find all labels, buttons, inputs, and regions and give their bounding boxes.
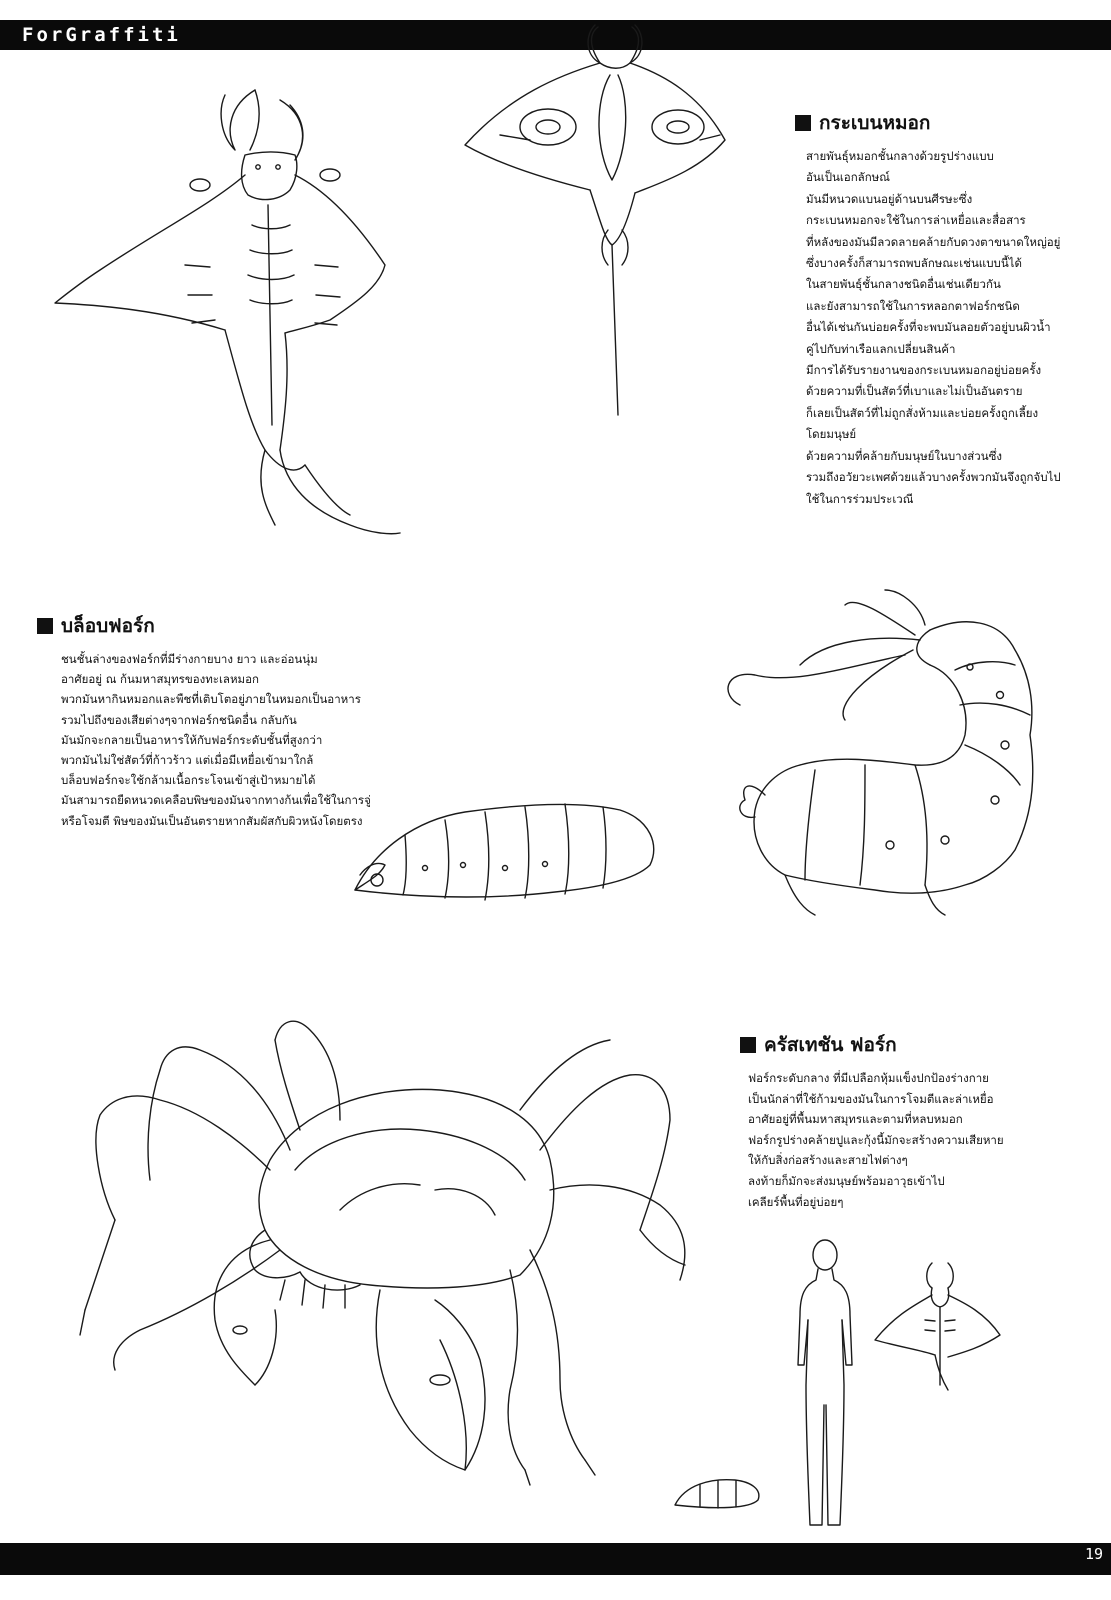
body-line: มันมักจะกลายเป็นอาหารให้กับฟอร์กระดับชั้นที่สูงกว่า	[61, 732, 323, 747]
section-crustacean-fork	[740, 1030, 1070, 1212]
body-line: มันมีหนวดแบนอยู่ด้านบนศีรษะซึ่ง	[806, 191, 973, 206]
heading-square-icon	[740, 1037, 756, 1053]
section-heading	[37, 611, 467, 641]
body-line: ชนชั้นล่างของฟอร์กที่มีร่างกายบาง ยาว และอ่อนนุ่ม	[61, 652, 318, 666]
manta-scale-illustration	[870, 1255, 1005, 1405]
bloob-worm-rearing-illustration	[715, 595, 1075, 925]
body-line: ใช้ในการร่วมประเวณี	[806, 491, 914, 506]
manta-dorsal-illustration	[440, 15, 730, 425]
heading-square-icon	[795, 115, 811, 131]
body-line: โดยมนุษย์	[806, 427, 857, 442]
section-heading	[740, 1030, 1070, 1060]
body-line: บล็อบฟอร์กจะใช้กล้ามเนื้อกระโจนเข้าสู่เป้าหมายได้	[61, 773, 316, 788]
body-line: พวกมันหากินหมอกและพืชที่เติบโตอยู่ภายในหมอกเป็นอาหาร	[61, 692, 361, 707]
body-line: และยังสามารถใช้ในการหลอกตาฟอร์กชนิด	[806, 298, 1020, 313]
section-fog-manta	[795, 108, 1095, 510]
body-line: ฟอร์กระดับกลาง ที่มีเปลือกหุ้มแข็งปกป้องร่างกาย	[748, 1071, 989, 1085]
body-line: คู่ไปกับท่าเรือแลกเปลี่ยนสินค้า	[806, 341, 956, 356]
human-scale-silhouette	[790, 1235, 860, 1535]
body-line: อาศัยอยู่ที่พื้นมหาสมุทรและตามที่หลบหมอก	[748, 1112, 963, 1127]
body-line: ก็เลยเป็นสัตว์ที่ไม่ถูกสั่งห้ามและบ่อยครั้งถูกเลี้ยง	[806, 405, 1039, 420]
crustacean-fork-illustration	[40, 990, 740, 1520]
section-body	[806, 146, 1095, 510]
section-title: บล็อบฟอร์ก	[61, 615, 155, 637]
body-line: ด้วยความที่คล้ายกับมนุษย์ในบางส่วนซึ่ง	[806, 448, 1002, 463]
footer-bar	[0, 1543, 1111, 1575]
section-title: ครัสเทชัน ฟอร์ก	[764, 1034, 897, 1056]
body-line: ในสายพันธุ์ชั้นกลางชนิดอื่นเช่นเดียวกัน	[806, 277, 1001, 292]
body-line: ลงท้ายก็มักจะส่งมนุษย์พร้อมอาวุธเข้าไป	[748, 1173, 945, 1188]
body-line: หรือโจมตี พิษของมันเป็นอันตรายหากสัมผัสกับผิวหนังโดยตรง	[61, 813, 363, 828]
body-line: ด้วยความที่เป็นสัตว์ที่เบาและไม่เป็นอันตราย	[806, 384, 1023, 399]
bloob-scale-illustration	[670, 1470, 765, 1515]
body-line: เคลียร์พื้นที่อยู่บ่อยๆ	[748, 1194, 844, 1209]
body-line: อื่นได้เช่นกันบ่อยครั้งที่จะพบมันลอยตัวอยู่บนผิวน้ำ	[806, 320, 1051, 335]
body-line: ฟอร์กรูปร่างคล้ายปูและกุ้งนี้มักจะสร้างความเสียหาย	[748, 1132, 1004, 1147]
section-body	[748, 1068, 1070, 1212]
body-line: รวมไปถึงของเสียต่างๆจากฟอร์กชนิดอื่น กลับกัน	[61, 712, 297, 727]
brand-logo-text: ForGraffiti	[22, 24, 181, 46]
section-title: กระเบนหมอก	[819, 112, 931, 134]
body-line: สายพันธุ์หมอกชั้นกลางด้วยรูปร่างแบบ	[806, 149, 994, 163]
body-line: อาศัยอยู่ ณ ก้นมหาสมุทรของทะเลหมอก	[61, 672, 259, 687]
body-line: ให้กับสิ่งก่อสร้างและสายไฟต่างๆ	[748, 1153, 908, 1168]
page-number: 19	[1084, 1545, 1103, 1563]
body-line: ซึ่งบางครั้งก็สามารถพบลักษณะเช่นแบบนี้ได้	[806, 256, 1022, 271]
body-line: อันเป็นเอกลักษณ์	[806, 170, 890, 185]
section-heading	[795, 108, 1095, 138]
body-line: พวกมันไม่ใช่สัตว์ที่ก้าวร้าว แต่เมื่อมีเหยื่อเข้ามาใกล้	[61, 753, 314, 768]
body-line: รวมถึงอวัยวะเพศด้วยแล้วบางครั้งพวกมันจึงถูกจับไป	[806, 470, 1061, 485]
heading-square-icon	[37, 618, 53, 634]
body-line: เป็นนักล่าที่ใช้ก้ามของมันในการโจมตีและล่าเหยื่อ	[748, 1091, 994, 1106]
body-line: มีการได้รับรายงานของกระเบนหมอกอยู่บ่อยครั้ง	[806, 363, 1042, 378]
manta-underside-illustration	[40, 55, 400, 555]
bloob-worm-illustration	[335, 780, 665, 920]
body-line: มันสามารถยืดหนวดเคลือบพิษของมันจากทางก้นเพื่อใช้ในการจู่	[61, 793, 371, 808]
body-line: ที่หลังของมันมีลวดลายคล้ายกับดวงตาขนาดใหญ่อยู่	[806, 234, 1061, 249]
body-line: กระเบนหมอกจะใช้ในการล่าเหยื่อและสื่อสาร	[806, 213, 1026, 228]
